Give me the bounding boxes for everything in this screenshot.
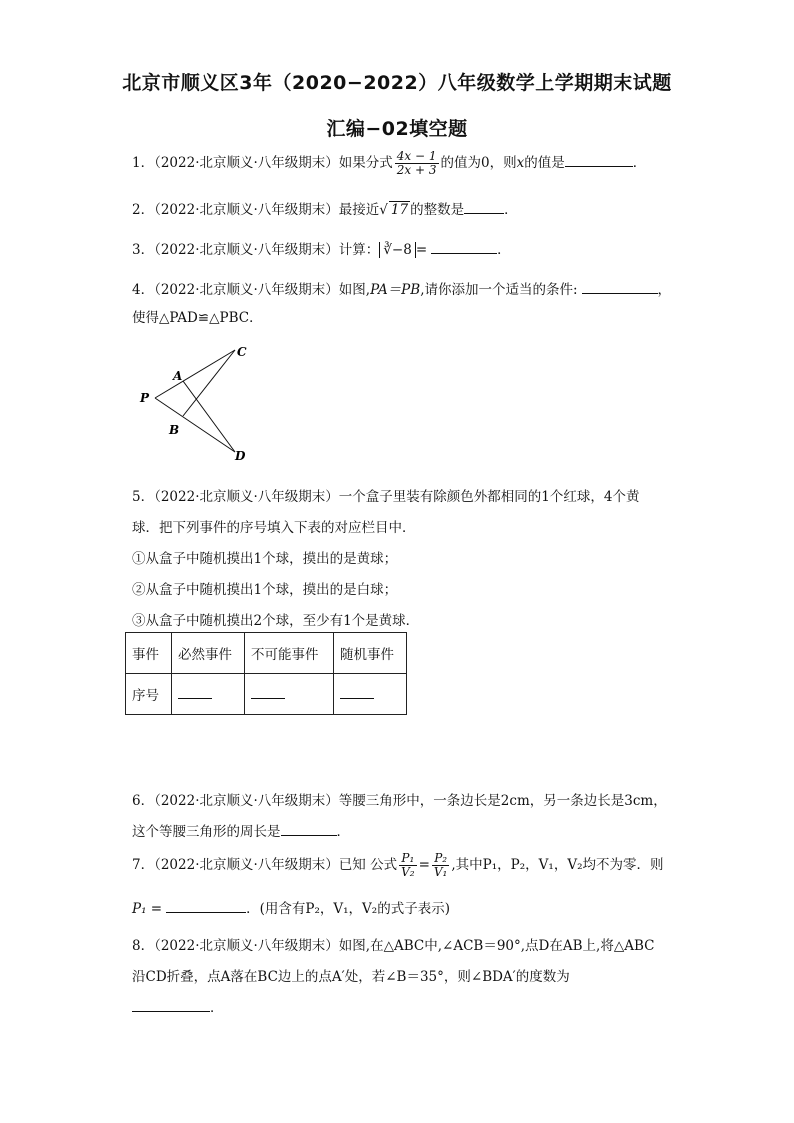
question-text: 的值为0，则 [440,155,517,171]
question-5-item-2: ②从盒子中随机摸出1个球，摸出的是白球； [132,582,398,598]
question-6-line-2 [132,820,350,840]
fraction-numerator: P₂ [432,852,449,866]
question-text: 如果分式 [338,155,393,171]
table-answer-cell[interactable] [334,674,407,715]
segment-pd [155,398,235,452]
punctuation: ， [657,282,672,298]
question-text: ,其中P₁，P₂，V₁，V₂均不为零．则 [451,857,664,873]
question-text: 这个等腰三角形的周长是 [132,824,281,840]
question-number: 2． [132,202,155,218]
question-text: 一个盒子里装有除颜色外都相同的1个红球，4个黄 [338,489,640,505]
answer-blank[interactable] [281,821,337,836]
question-source: （2022·北京顺义·八年级期末） [154,793,339,809]
punctuation: ． [504,202,518,218]
question-number: 3． [132,242,155,258]
fraction-numerator: P₁ [399,852,416,866]
question-number: 7． [132,857,155,873]
answer-blank[interactable] [251,686,285,699]
question-text: ,请你添加一个适当的条件: [420,282,578,298]
table-row [126,674,407,715]
table-row-label: 序号 [126,674,172,715]
fraction-numerator: 4x − 1 [396,149,437,163]
question-8-line-2: 沿CD折叠，点A落在BC边上的点A′处，若∠B＝35°，则∠BDA′的度数为 [132,969,570,985]
answer-blank[interactable] [178,686,212,699]
question-5 [132,485,639,505]
label-d: D [235,449,246,463]
title-line-2: 汇编−02填空题 [326,118,468,140]
question-3 [132,238,511,258]
question-text: 如图, [338,282,371,298]
question-number: 6． [132,793,155,809]
answer-blank[interactable] [340,686,374,699]
question-7-line-2 [132,897,450,917]
answer-blank[interactable] [166,898,246,913]
label-a: A [173,369,183,383]
table-header-cell: 必然事件 [172,633,245,674]
question-source: （2022·北京顺义·八年级期末） [154,242,339,258]
table-answer-cell[interactable] [172,674,245,715]
absolute-value-expression: ∛−8 [379,242,416,258]
fraction-denominator: 2x + 3 [396,163,437,177]
question-5-item-3: ③从盒子中随机摸出2个球，至少有1个是黄球． [132,613,420,629]
question-text: 的整数是 [410,202,465,218]
question-source: （2022·北京顺义·八年级期末） [154,282,339,298]
sqrt-symbol: √ [379,202,388,218]
question-text: P₁ = [132,901,163,917]
equals-sign: = [415,242,428,258]
table-header-cell: 不可能事件 [245,633,334,674]
condition: PA＝PB [370,282,421,298]
label-p: P [140,391,150,405]
question-number: 1． [132,155,155,171]
answer-blank[interactable] [132,997,210,1012]
segment-bc [183,350,235,416]
table-answer-cell[interactable] [245,674,334,715]
segment-ad [183,381,235,452]
question-text: 等腰三角形中，一条边长是2cm，另一条边长是3cm， [338,793,667,809]
question-number: 8． [132,938,155,954]
label-b: B [169,423,180,437]
table-header-cell: 随机事件 [334,633,407,674]
question-8 [132,934,654,954]
punctuation: ． [336,824,350,840]
question-2 [132,198,518,218]
answer-blank[interactable] [431,239,497,254]
punctuation: ． [632,155,647,171]
question-5-line-2: 球．把下列事件的序号填入下表的对应栏目中． [132,520,416,536]
variable: x [516,155,525,171]
radicand: 17 [390,202,409,218]
question-text: 计算： [338,242,380,258]
question-number: 4． [132,282,155,298]
question-4 [132,278,671,298]
table-header-row [126,633,407,674]
question-text: 如图,在△ABC中,∠ACB＝90°,点D在AB上,将△ABC [338,938,655,954]
question-text: 最接近 [338,202,380,218]
question-source: （2022·北京顺义·八年级期末） [154,857,339,873]
answer-blank[interactable] [565,152,633,167]
events-table [125,632,407,715]
question-source: （2022·北京顺义·八年级期末） [154,202,339,218]
geometry-figure [135,340,265,465]
question-source: （2022·北京顺义·八年级期末） [154,938,339,954]
fraction [432,852,449,879]
question-5-item-1: ①从盒子中随机摸出1个球，摸出的是黄球； [132,551,398,567]
question-4-line-2: 使得△PAD≌△PBC． [132,310,263,326]
fraction [395,150,439,177]
fraction-denominator: V₂ [401,865,415,879]
question-7 [132,852,663,879]
question-6 [132,789,667,809]
fraction [399,852,416,879]
answer-blank[interactable] [582,279,658,294]
question-source: （2022·北京顺义·八年级期末） [154,489,339,505]
question-text: 的值是 [524,155,565,171]
title-line-1: 北京市顺义区3年（2020−2022）八年级数学上学期期末试题 [122,72,672,94]
fraction-denominator: V₁ [433,865,448,879]
question-text: ．(用含有P₂，V₁，V₂的式子表示) [246,901,450,917]
answer-blank[interactable] [464,199,504,214]
table-header-cell: 事件 [126,633,172,674]
question-8-line-3 [132,996,224,1016]
punctuation: ． [210,1000,224,1016]
question-1 [132,150,646,177]
question-number: 5． [132,489,155,505]
question-text: 已知 公式 [338,857,398,873]
punctuation: ． [497,242,511,258]
equals-sign: = [418,857,430,873]
label-c: C [237,345,247,359]
question-source: （2022·北京顺义·八年级期末） [154,155,339,171]
segment-pc [155,350,235,398]
